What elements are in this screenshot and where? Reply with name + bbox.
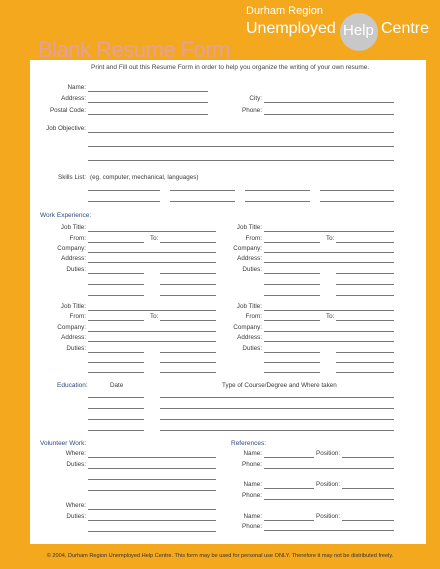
- duties-field[interactable]: [88, 362, 144, 363]
- company-field[interactable]: [88, 331, 216, 332]
- job-objective-label: Job Objective:: [46, 125, 86, 132]
- reference-name-field[interactable]: [264, 488, 314, 489]
- job-title-field[interactable]: [88, 231, 216, 232]
- reference-position-label: Position:: [316, 450, 341, 457]
- duties-field[interactable]: [88, 372, 144, 373]
- job-title-field[interactable]: [88, 310, 216, 311]
- duties-field[interactable]: [264, 273, 320, 274]
- education-course-field[interactable]: [160, 430, 394, 431]
- education-course-field[interactable]: [160, 408, 394, 409]
- postal-code-field[interactable]: [88, 114, 208, 115]
- org-name-line2: Unemployed: [246, 20, 336, 37]
- duties-field[interactable]: [160, 372, 216, 373]
- copyright-footer: © 2004, Durham Region Unemployed Help Centre. This form may be used for personal use ONLY. Therefore it may not be distributed freely.: [46, 553, 394, 559]
- from-label: From:: [245, 235, 262, 242]
- to-field[interactable]: [160, 320, 216, 321]
- to-field[interactable]: [336, 242, 394, 243]
- reference-position-label: Position:: [316, 513, 341, 520]
- education-date-field[interactable]: [88, 408, 144, 409]
- job-objective-line-1[interactable]: [88, 132, 394, 133]
- duties-field[interactable]: [336, 352, 394, 353]
- duties-field[interactable]: [88, 468, 216, 469]
- address-field[interactable]: [264, 341, 394, 342]
- duties-field[interactable]: [160, 295, 216, 296]
- duties-field[interactable]: [264, 295, 320, 296]
- duties-field[interactable]: [88, 479, 216, 480]
- skill-field[interactable]: [320, 190, 394, 191]
- duties-field[interactable]: [160, 284, 216, 285]
- to-label: To:: [150, 235, 159, 242]
- job-objective-line-3[interactable]: [88, 160, 394, 161]
- education-date-field[interactable]: [88, 430, 144, 431]
- reference-position-label: Position:: [316, 481, 341, 488]
- education-heading: Education:: [57, 382, 88, 389]
- skill-field[interactable]: [320, 201, 394, 202]
- from-field[interactable]: [264, 320, 320, 321]
- address-field[interactable]: [264, 262, 394, 263]
- skills-label: Skills List:: [58, 174, 86, 181]
- skill-field[interactable]: [88, 190, 160, 191]
- address-label: Address:: [61, 95, 86, 102]
- skill-field[interactable]: [245, 201, 310, 202]
- job-title-label: Job Title:: [236, 303, 262, 310]
- duties-field[interactable]: [88, 520, 216, 521]
- duties-field[interactable]: [88, 531, 216, 532]
- company-field[interactable]: [264, 252, 394, 253]
- skill-field[interactable]: [245, 190, 310, 191]
- education-date-header: Date: [110, 382, 124, 389]
- org-name-help: Help: [343, 22, 374, 39]
- duties-field[interactable]: [264, 362, 320, 363]
- address-label: Address:: [61, 255, 86, 262]
- reference-phone-label: Phone:: [242, 523, 262, 530]
- to-label: To:: [326, 235, 335, 242]
- volunteer-work-heading: Volunteer Work:: [40, 440, 87, 447]
- duties-label: Duties:: [66, 513, 86, 520]
- duties-label: Duties:: [242, 345, 262, 352]
- company-field[interactable]: [264, 331, 394, 332]
- duties-field[interactable]: [336, 362, 394, 363]
- duties-field[interactable]: [264, 352, 320, 353]
- reference-name-field[interactable]: [264, 520, 314, 521]
- reference-phone-field[interactable]: [264, 530, 394, 531]
- reference-position-field[interactable]: [342, 520, 394, 521]
- duties-field[interactable]: [336, 372, 394, 373]
- org-name-line1: Durham Region: [246, 5, 324, 17]
- reference-phone-field[interactable]: [264, 499, 394, 500]
- duties-label: Duties:: [66, 266, 86, 273]
- duties-field[interactable]: [160, 362, 216, 363]
- reference-name-label: Name:: [243, 481, 262, 488]
- company-label: Company:: [233, 245, 262, 252]
- postal-code-label: Postal Code:: [49, 107, 86, 114]
- to-field[interactable]: [336, 320, 394, 321]
- references-heading: References:: [231, 440, 267, 447]
- duties-field[interactable]: [160, 352, 216, 353]
- duties-field[interactable]: [336, 273, 394, 274]
- duties-field[interactable]: [336, 284, 394, 285]
- duties-field[interactable]: [88, 295, 144, 296]
- where-field[interactable]: [88, 457, 216, 458]
- education-course-field[interactable]: [160, 419, 394, 420]
- phone-label: Phone:: [242, 107, 262, 114]
- duties-field[interactable]: [88, 352, 144, 353]
- reference-name-label: Name:: [243, 450, 262, 457]
- address-label: Address:: [237, 255, 262, 262]
- work-experience-heading: Work Experience:: [40, 212, 92, 219]
- city-label: City:: [249, 95, 262, 102]
- address-field[interactable]: [88, 341, 216, 342]
- reference-phone-label: Phone:: [242, 492, 262, 499]
- job-title-label: Job Title:: [236, 224, 262, 231]
- skill-field[interactable]: [170, 190, 235, 191]
- company-field[interactable]: [88, 252, 216, 253]
- job-objective-line-2[interactable]: [88, 146, 394, 147]
- from-label: From:: [245, 313, 262, 320]
- duties-field[interactable]: [88, 490, 216, 491]
- address-label: Address:: [237, 334, 262, 341]
- reference-name-field[interactable]: [264, 457, 314, 458]
- reference-phone-label: Phone:: [242, 461, 262, 468]
- duties-field[interactable]: [264, 284, 320, 285]
- address-field[interactable]: [88, 262, 216, 263]
- job-title-label: Job Title:: [60, 303, 86, 310]
- where-label: Where:: [65, 450, 86, 457]
- page-title: Blank Resume Form: [38, 37, 231, 62]
- to-label: To:: [326, 313, 335, 320]
- reference-position-field[interactable]: [342, 457, 394, 458]
- job-title-field[interactable]: [264, 310, 394, 311]
- duties-field[interactable]: [160, 273, 216, 274]
- company-label: Company:: [57, 245, 86, 252]
- from-field[interactable]: [88, 320, 144, 321]
- from-field[interactable]: [88, 242, 144, 243]
- phone-field[interactable]: [264, 114, 394, 115]
- to-field[interactable]: [160, 242, 216, 243]
- from-label: From:: [69, 313, 86, 320]
- duties-field[interactable]: [264, 372, 320, 373]
- to-label: To:: [150, 313, 159, 320]
- from-field[interactable]: [264, 242, 320, 243]
- where-field[interactable]: [88, 509, 216, 510]
- job-title-field[interactable]: [264, 231, 394, 232]
- company-label: Company:: [233, 324, 262, 331]
- where-label: Where:: [65, 502, 86, 509]
- company-label: Company:: [57, 324, 86, 331]
- duties-field[interactable]: [88, 273, 144, 274]
- duties-label: Duties:: [66, 461, 86, 468]
- org-name-centre: Centre: [381, 20, 430, 37]
- name-field[interactable]: [88, 91, 208, 92]
- duties-label: Duties:: [66, 345, 86, 352]
- education-course-field[interactable]: [160, 397, 394, 398]
- from-label: From:: [69, 235, 86, 242]
- skill-field[interactable]: [88, 201, 160, 202]
- name-label: Name:: [67, 84, 86, 91]
- intro-text: Print and Fill out this Resume Form in order to help you organize the writing of your own resume.: [91, 64, 370, 71]
- education-date-field[interactable]: [88, 419, 144, 420]
- skills-hint: (eg. computer, mechanical, languages): [90, 174, 199, 181]
- duties-label: Duties:: [242, 266, 262, 273]
- skill-field[interactable]: [170, 201, 235, 202]
- education-date-field[interactable]: [88, 397, 144, 398]
- reference-name-label: Name:: [243, 513, 262, 520]
- address-label: Address:: [61, 334, 86, 341]
- reference-position-field[interactable]: [342, 488, 394, 489]
- city-field[interactable]: [264, 102, 394, 103]
- duties-field[interactable]: [88, 284, 144, 285]
- address-field[interactable]: [88, 102, 208, 103]
- education-course-header: Type of Course/Degree and Where taken: [222, 382, 337, 389]
- duties-field[interactable]: [336, 295, 394, 296]
- job-title-label: Job Title:: [60, 224, 86, 231]
- reference-phone-field[interactable]: [264, 468, 394, 469]
